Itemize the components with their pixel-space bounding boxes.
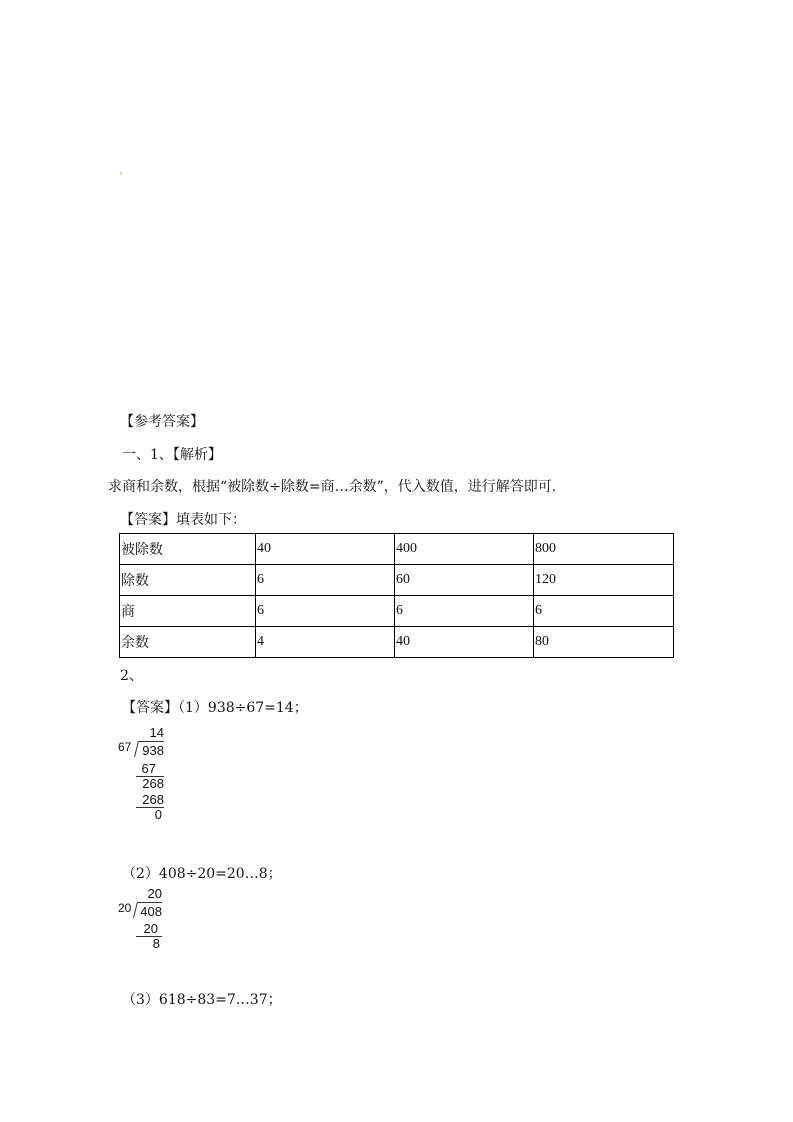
division-bar bbox=[137, 902, 162, 903]
q3-answer: （3）618÷83=7…37； bbox=[122, 992, 282, 1008]
table-row bbox=[120, 565, 674, 596]
long-division-1 bbox=[118, 725, 178, 825]
table-cell: 40 bbox=[256, 534, 395, 565]
long-division-2 bbox=[118, 886, 178, 956]
step: 20 bbox=[143, 921, 158, 936]
division-bar bbox=[139, 741, 164, 742]
table-cell: 4 bbox=[256, 627, 395, 658]
q2-answer: （2）408÷20=20…8； bbox=[122, 866, 282, 882]
table-cell: 60 bbox=[395, 565, 534, 596]
answer-table bbox=[119, 533, 674, 658]
stray-mark bbox=[120, 172, 122, 175]
table-cell: 40 bbox=[395, 627, 534, 658]
row-label: 商 bbox=[120, 596, 256, 627]
table-row bbox=[120, 596, 674, 627]
step: 0 bbox=[154, 807, 162, 822]
table-row bbox=[120, 534, 674, 565]
dividend: 938 bbox=[142, 743, 164, 758]
row-label: 余数 bbox=[120, 627, 256, 658]
table-cell: 800 bbox=[534, 534, 674, 565]
step: 268 bbox=[142, 776, 164, 791]
reference-answer-header: 【参考答案】 bbox=[120, 414, 204, 430]
table-cell: 6 bbox=[256, 596, 395, 627]
section1-answer-intro: 【答案】填表如下： bbox=[120, 512, 246, 528]
section2-number: 2、 bbox=[120, 668, 143, 684]
dividend: 408 bbox=[140, 904, 162, 919]
step: 8 bbox=[152, 936, 160, 951]
table-cell: 120 bbox=[534, 565, 674, 596]
table-row bbox=[120, 627, 674, 658]
table-cell: 6 bbox=[534, 596, 674, 627]
step: 67 bbox=[141, 761, 156, 776]
table-cell: 6 bbox=[256, 565, 395, 596]
divisor: 20 bbox=[118, 901, 132, 915]
step: 268 bbox=[142, 792, 164, 807]
quotient: 14 bbox=[149, 725, 164, 740]
table-cell: 6 bbox=[395, 596, 534, 627]
quotient: 20 bbox=[147, 886, 162, 901]
q1-answer: 【答案】（1）938÷67=14； bbox=[122, 700, 308, 716]
divisor: 67 bbox=[118, 740, 132, 754]
row-label: 被除数 bbox=[120, 534, 256, 565]
section1-heading: 一、1、【解析】 bbox=[122, 447, 222, 463]
section1-analysis: 求商和余数，根据“被除数÷除数=商…余数”，代入数值，进行解答即可. bbox=[108, 479, 557, 495]
table-cell: 80 bbox=[534, 627, 674, 658]
row-label: 除数 bbox=[120, 565, 256, 596]
table-cell: 400 bbox=[395, 534, 534, 565]
